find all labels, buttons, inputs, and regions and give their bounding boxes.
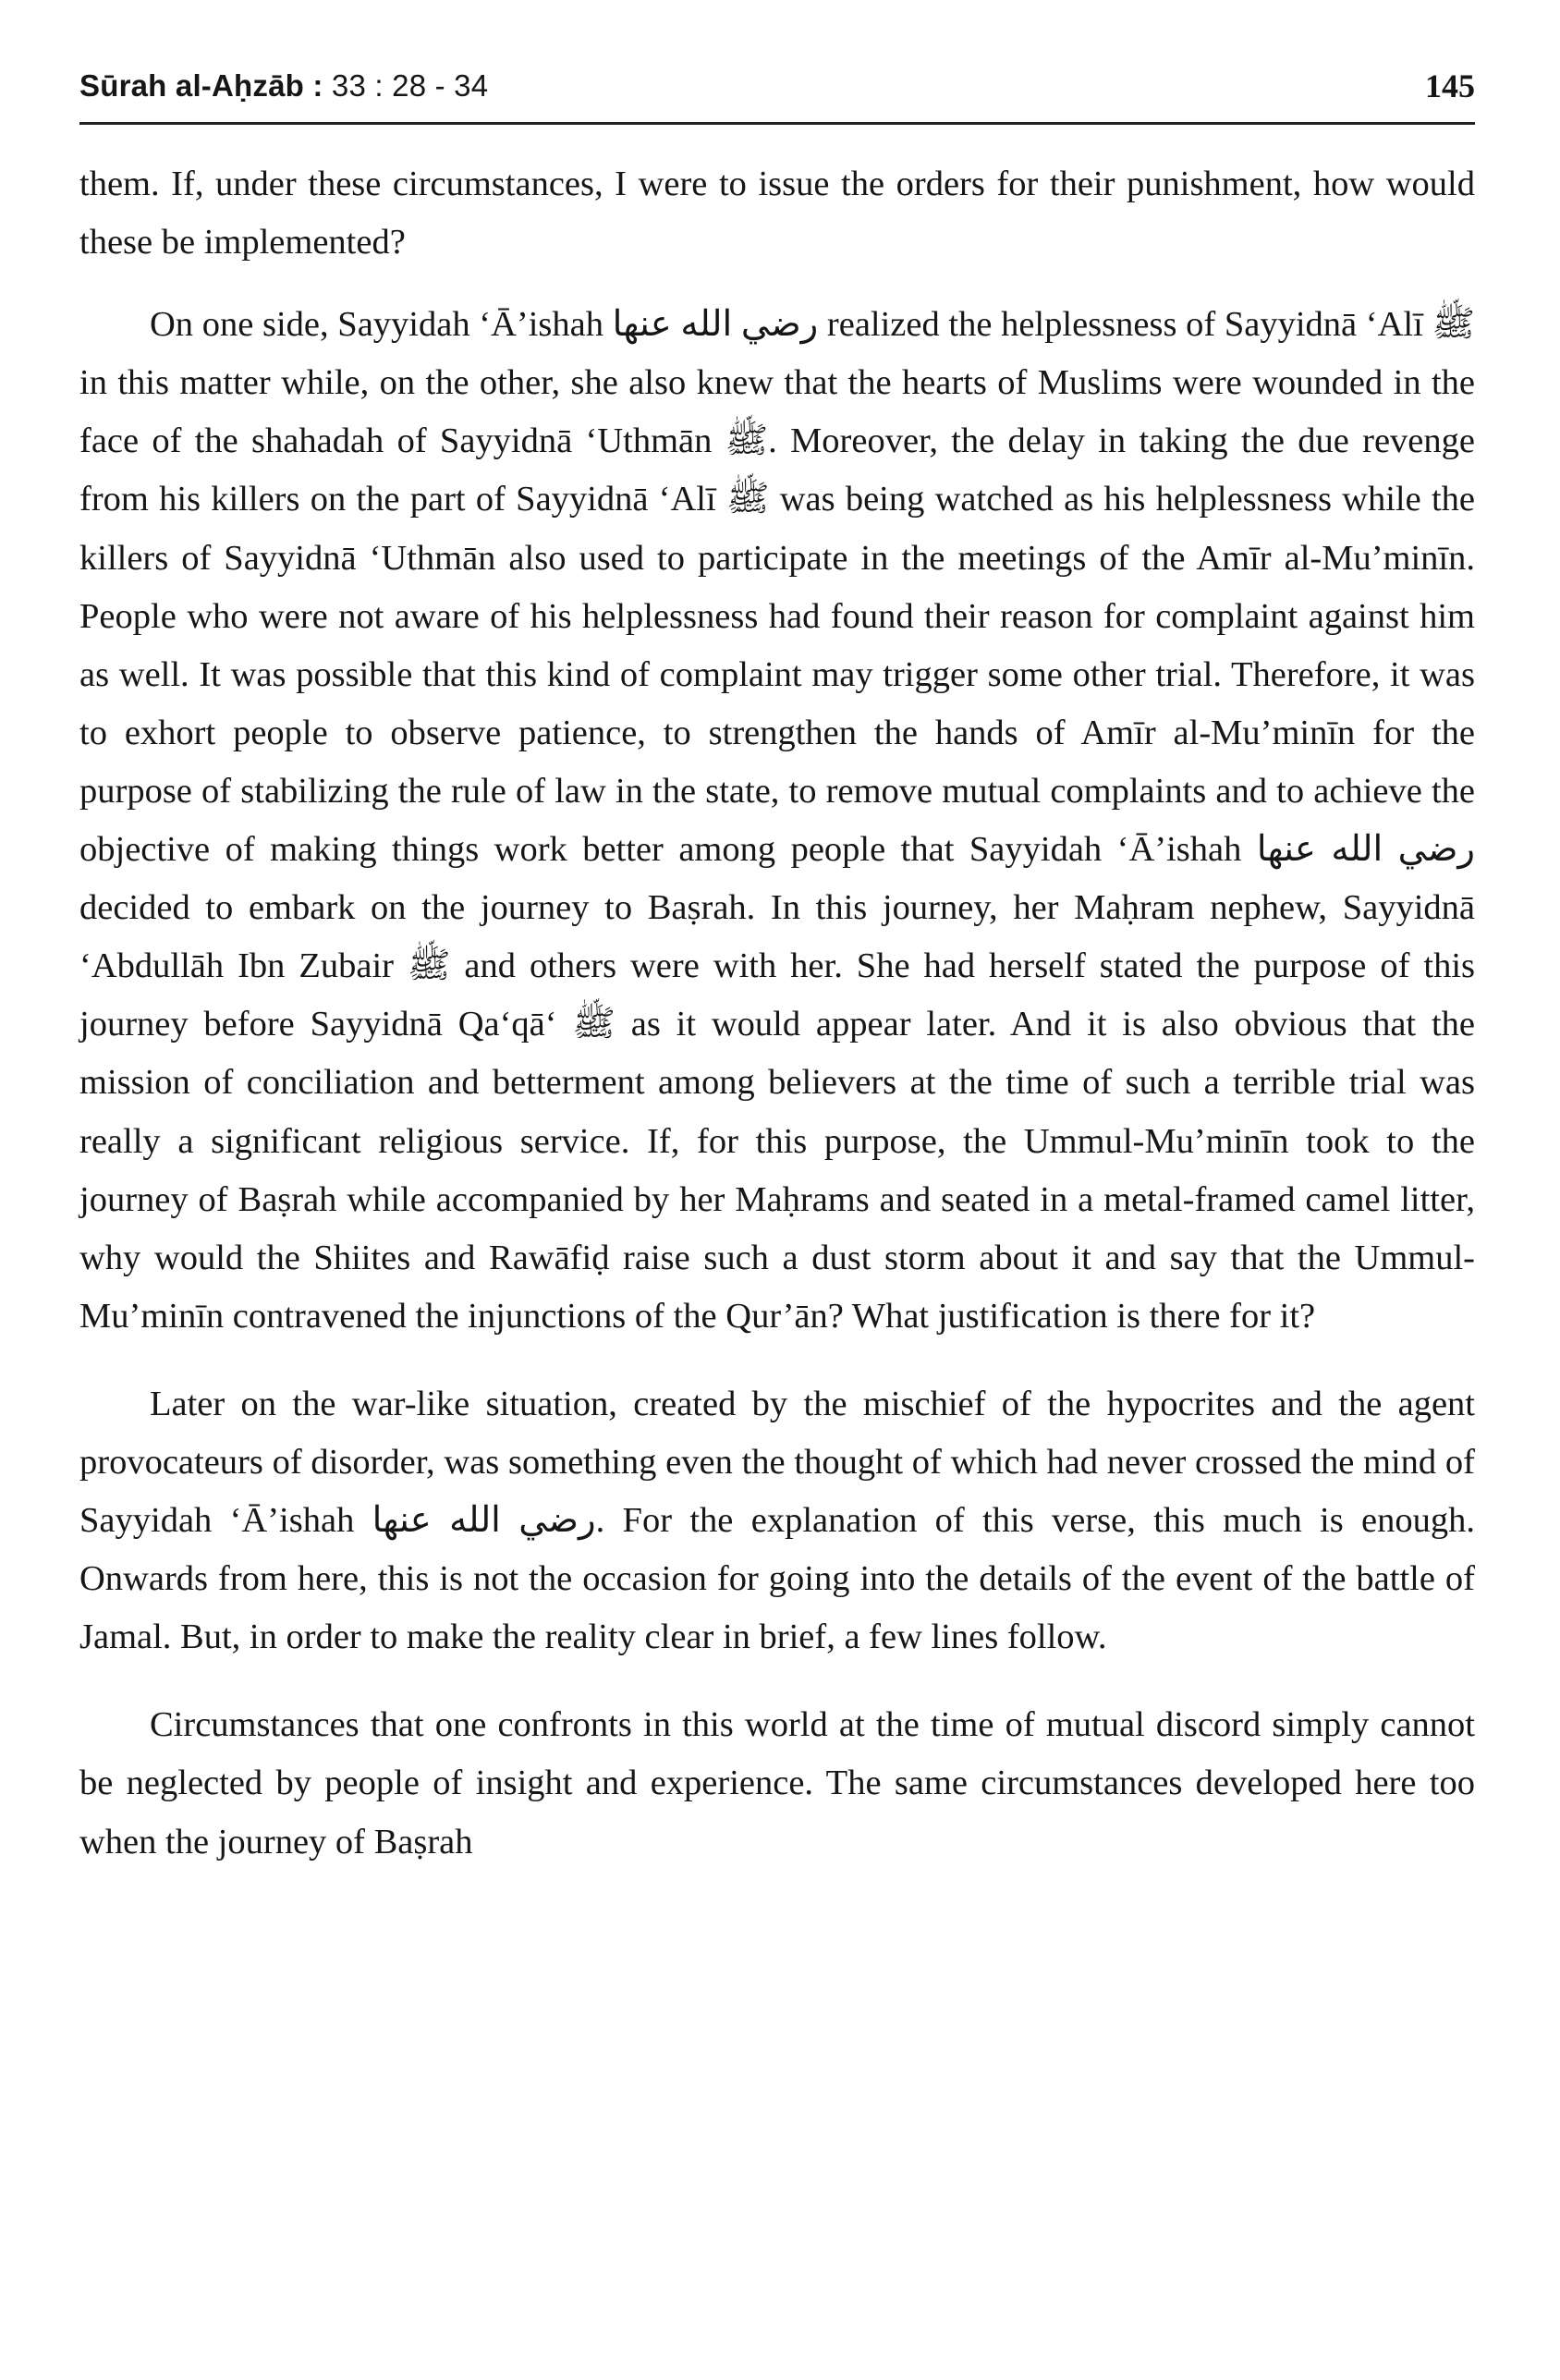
chapter-title bbox=[79, 68, 488, 104]
book-page bbox=[79, 0, 1475, 2380]
paragraph: Circumstances that one confronts in this world at the time of mutual discord simply cannot be neglected by people of insight and experience. The same circumstances developed here too when the journey of Baṣrah bbox=[79, 1705, 1475, 1861]
running-header bbox=[79, 63, 1475, 118]
verse-reference: 33 : 28 - 34 bbox=[323, 68, 489, 103]
page-number: 145 bbox=[1425, 67, 1475, 104]
paragraph: On one side, Sayyidah ‘Ā’ishah رضي الله عنها realized the helplessness of Sayyidnā ‘Alī ﷺ in this matter while, on the other, she also knew that the hearts of Muslims were wounded in the face of the shahadah of Sayyidnā ‘Uthmān ﷺ. Moreover, the delay in taking the due revenge from his killers on the part of Sayyidnā ‘Alī ﷺ was being watched as his helplessness while the killers of Sayyidnā ‘Uthmān also used to participate in the meetings of the Amīr al-Mu’minīn. People who were not aware of his helplessness had found their reason for complaint against him as well. It was possible that this kind of complaint may trigger some other trial. Therefore, it was to exhort people to observe patience, to strengthen the hands of Amīr al-Mu’minīn for the purpose of stabilizing the rule of law in the state, to remove mutual complaints and to achieve the objective of making things work better among people that Sayyidah ‘Ā’ishah رضي الله عنها decided to embark on the journey to Baṣrah. In this journey, her Maḥram nephew, Sayyidnā ‘Abdullāh Ibn Zubair ﷺ and others were with her. She had herself stated the purpose of this journey before Sayyidnā Qa‘qā‘ ﷺ as it would appear later. And it is also obvious that the mission of conciliation and betterment among believers at the time of such a terrible trial was really a significant religious service. If, for this purpose, the Ummul-Mu’minīn took to the journey of Baṣrah while accompanied by her Maḥrams and seated in a metal-framed camel litter, why would the Shiites and Rawāfiḍ raise such a dust storm about it and say that the Ummul-Mu’minīn contravened the injunctions of the Qur’ān? What justification is there for it? bbox=[79, 305, 1476, 1336]
paragraph: Later on the war-like situation, created by the mischief of the hypocrites and the agent provocateurs of disorder, was something even the thought of which had never crossed the mind of Sayyidah ‘Ā’ishah رضي الله عنها. For the explanation of this verse, this much is enough. Onwards from here, this is not the occasion for going into the details of the event of the battle of Jamal. But, in order to make the reality clear in brief, a few lines follow. bbox=[79, 1384, 1475, 1657]
body-text bbox=[79, 155, 1475, 1872]
surah-name: Sūrah al-Aḥzāb : bbox=[79, 68, 323, 103]
paragraph: them. If, under these circumstances, I were to issue the orders for their punishment, how would these be implemented? bbox=[79, 165, 1475, 262]
header-rule bbox=[79, 122, 1475, 125]
